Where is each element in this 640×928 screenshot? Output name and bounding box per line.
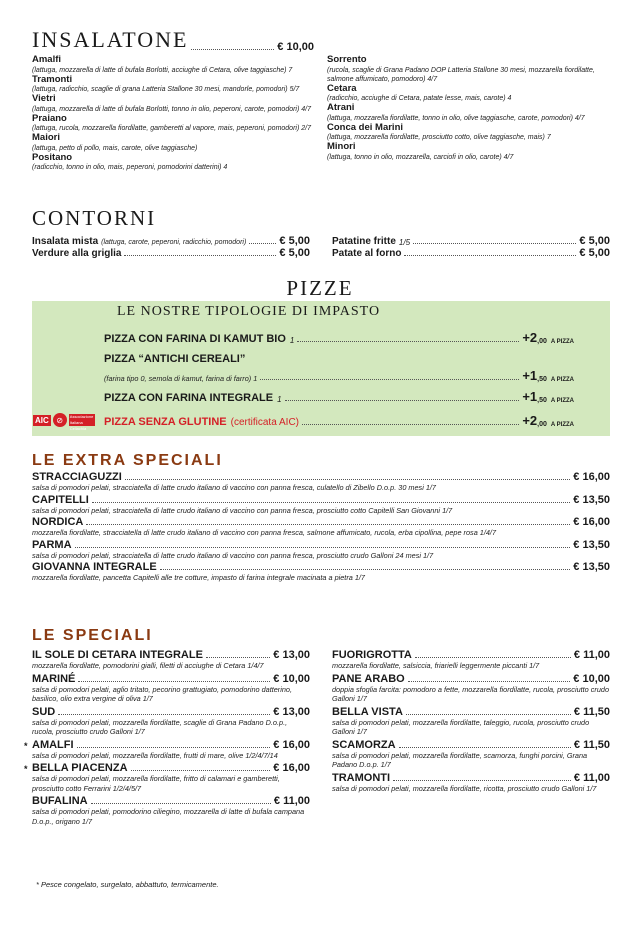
item-description: (radicchio, tonno in olio, mais, peperoni, pomodorini datterini) 4 xyxy=(32,164,228,171)
item-price: € 5,00 xyxy=(579,247,610,259)
contorni-section xyxy=(32,206,612,259)
item-name: Conca dei Marini xyxy=(327,121,404,133)
item-description: doppia sfoglia farcita: pomodoro a fette, mozzarella fiordilatte, rucola, prosciutto crudo Galloni 1/7 xyxy=(332,684,610,703)
menu-item xyxy=(32,471,610,493)
menu-item xyxy=(32,114,317,134)
impasto-name: PIZZA CON FARINA INTEGRALE xyxy=(104,392,274,404)
item-description: (radicchio, acciughe di Cetara, patate lesse, mais, carote) 4 xyxy=(327,95,512,102)
dot-leader xyxy=(124,255,276,256)
menu-item xyxy=(332,649,610,671)
menu-item xyxy=(327,84,612,104)
pizze-title: PIZZE xyxy=(286,276,354,300)
item-name: NORDICA xyxy=(32,516,84,528)
item-description: (lattuga, mozzarella di latte di bufala Borlotti, acciughe di Cetara, olive taggiasche) 7 xyxy=(32,66,293,74)
menu-item xyxy=(332,706,610,737)
item-price: € 11,00 xyxy=(573,771,610,784)
item-name: Sorrento xyxy=(327,54,367,65)
menu-item xyxy=(24,762,310,793)
aic-strip: Associazione Italiana Celiachia xyxy=(69,414,94,431)
item-name: Minori xyxy=(327,141,356,152)
dot-leader xyxy=(413,243,576,244)
item-name: Atrani xyxy=(327,102,355,113)
menu-item xyxy=(332,235,610,247)
item-name: TRAMONTI xyxy=(332,771,391,784)
footnote: * Pesce congelato, surgelato, abbattuto, termicamente. xyxy=(36,880,219,889)
menu-item xyxy=(32,494,610,516)
impasto-unit: A PIZZA xyxy=(550,398,574,404)
insalatone-header xyxy=(32,27,314,53)
item-price: € 11,50 xyxy=(573,705,610,718)
menu-item xyxy=(32,235,310,247)
item-name: Maiori xyxy=(32,132,60,143)
item-description: (lattuga, rucola, mozzarella fiordilatte, gamberetti al vapore, mais, peperoni, pomodori) 2/7 xyxy=(32,125,311,132)
item-price: € 13,50 xyxy=(573,538,610,551)
item-description: mozzarella fiordilatte, salsiccia, friarielli leggermente piccanti 1/7 xyxy=(332,661,540,670)
item-description: salsa di pomodori pelati, mozzarella fiordilatte, ricotta, prosciutto crudo Galloni 1/7 xyxy=(332,783,597,793)
item-description: salsa di pomodori pelati, mozzarella fiordilatte, taleggio, rucola, prosciutto crudo Galloni 1/7 xyxy=(332,717,590,736)
frozen-fish-marker: * xyxy=(24,740,28,751)
item-price: € 16,00 xyxy=(273,738,310,751)
impasto-unit: A PIZZA xyxy=(550,339,574,345)
menu-item xyxy=(327,142,612,162)
menu-item xyxy=(32,795,310,826)
menu-item xyxy=(327,55,612,84)
speciali-title: LE SPECIALI xyxy=(32,627,153,644)
dot-leader xyxy=(399,747,571,748)
dot-leader xyxy=(249,243,276,244)
item-name: Amalfi xyxy=(32,54,62,65)
menu-item xyxy=(32,94,317,114)
dot-leader xyxy=(92,502,570,503)
impasto-row xyxy=(104,330,574,345)
dot-leader xyxy=(260,379,519,380)
item-price: € 11,00 xyxy=(273,795,310,807)
impasto-name: PIZZA SENZA GLUTINE xyxy=(104,416,227,428)
menu-item xyxy=(332,673,610,704)
insalatone-left-column xyxy=(32,55,317,172)
item-description: (rucola, scaglie di Grana Padano DOP Latteria Stallone 30 mesi, mozzarella fiordilatte, salmone affumicato, pomodoro) 4/7 xyxy=(327,66,595,83)
dot-leader xyxy=(191,49,274,50)
item-description: (lattuga, mozzarella di latte di bufala Borlotti, tonno in olio, peperoni, carote, pomodori) 4/7 xyxy=(32,105,311,113)
impasto-name: PIZZA CON FARINA DI KAMUT BIO xyxy=(104,333,286,345)
dot-leader xyxy=(86,524,570,525)
contorni-right-column xyxy=(332,235,610,259)
item-description: mozzarella fiordilatte, pomodorini gialli, filetti di acciughe di Cetara 1/4/7 xyxy=(32,661,264,670)
item-name: PARMA xyxy=(32,538,72,551)
item-price: € 16,00 xyxy=(273,762,310,774)
item-name: Cetara xyxy=(327,82,357,94)
item-description: (lattuga, mozzarella fiordilatte, tonno in olio, olive taggiasche, carote, pomodori) 4/7 xyxy=(327,114,585,122)
item-name: Verdure alla griglia xyxy=(32,248,122,259)
menu-item xyxy=(327,103,612,123)
impasto-plus: +2 xyxy=(522,413,538,428)
item-allergen: 1/5 xyxy=(398,238,411,247)
item-price: € 10,00 xyxy=(573,672,610,685)
menu-item xyxy=(32,561,610,583)
dot-leader xyxy=(408,681,571,682)
menu-item xyxy=(32,673,310,704)
item-name: SUD xyxy=(32,705,56,718)
impasto-row xyxy=(104,413,574,428)
menu-item xyxy=(32,649,310,671)
item-name: MARINÉ xyxy=(32,672,76,685)
item-price: € 10,00 xyxy=(273,672,310,685)
item-description: (lattuga, radicchio, scaglie di grana Latteria Stallone 30 mesi, mandorle, pomodori) 5/7 xyxy=(32,86,300,93)
item-description: salsa di pomodori pelati, stracciatella di latte crudo italiano di vaccino con panna fresca, prosciutto crudo Galloni 24 mesi 1/7 xyxy=(32,550,434,560)
insalatone-right-column xyxy=(327,55,612,172)
impasto-plus: +2 xyxy=(522,330,538,345)
item-name: Patate al forno xyxy=(332,248,402,259)
impasto-unit: A PIZZA xyxy=(550,377,574,383)
menu-item xyxy=(332,772,610,794)
impasto-name: PIZZA “ANTICHI CEREALI” xyxy=(104,353,246,365)
menu-item xyxy=(32,516,610,538)
menu-item xyxy=(327,123,612,143)
item-name: AMALFI xyxy=(32,738,74,751)
dot-leader xyxy=(297,341,519,342)
item-description: (lattuga, mozzarella fiordilatte, prosciutto cotto, olive taggiasche, mais) 7 xyxy=(327,134,551,141)
extra-speciali-section xyxy=(32,452,610,583)
item-name: Praiano xyxy=(32,112,67,124)
dot-leader xyxy=(91,803,271,804)
impasto-cents: ,00 xyxy=(537,421,547,428)
item-name: BUFALINA xyxy=(32,795,88,807)
menu-item xyxy=(332,739,610,770)
insalatone-price: € 10,00 xyxy=(277,41,314,53)
menu-item xyxy=(32,153,317,173)
impasto-row xyxy=(104,353,574,383)
impasto-title: LE NOSTRE TIPOLOGIE DI IMPASTO xyxy=(117,304,381,319)
dot-leader xyxy=(58,714,270,715)
menu-item xyxy=(32,247,310,259)
frozen-fish-marker: * xyxy=(24,764,28,774)
menu-item xyxy=(32,706,310,737)
menu-item xyxy=(32,55,317,75)
impasto-allergen: (certificata AIC) xyxy=(230,417,299,428)
item-description: mozzarella fiordilatte, pancetta Capitelli alle tre cotture, impasto di farina integrale macinata a pietra 1/7 xyxy=(32,573,365,582)
aic-label: AIC xyxy=(35,415,49,425)
menu-item xyxy=(332,247,610,259)
item-price: € 13,00 xyxy=(273,649,310,661)
impasto-cents: ,50 xyxy=(537,397,547,404)
item-name: Insalata mista xyxy=(32,236,99,247)
item-name: SCAMORZA xyxy=(332,738,396,751)
impasto-box xyxy=(32,301,610,436)
impasto-cents: ,00 xyxy=(537,338,547,345)
dot-leader xyxy=(285,400,520,401)
item-description: salsa di pomodori pelati, aglio tritato, pecorino grattugiato, pomodorino datterino, basilico, olio extra vergine di oliva 1/7 xyxy=(32,684,293,703)
item-detail: (lattuga, carote, peperoni, radicchio, pomodori) xyxy=(101,239,247,246)
speciali-right-column xyxy=(332,649,610,828)
item-price: € 11,00 xyxy=(573,649,610,661)
dot-leader xyxy=(393,780,571,781)
impasto-plus: +1 xyxy=(522,389,538,404)
gluten-free-icon: ⊘ xyxy=(53,413,67,427)
speciali-left-column xyxy=(24,649,310,828)
item-name: BELLA VISTA xyxy=(332,705,403,718)
item-name: Patatine fritte xyxy=(332,236,396,247)
item-description: salsa di pomodori pelati, mozzarella fiordilatte, fritto di calamari e gamberetti, prosciutto cotto Ferrarini 1/2/4/5/7 xyxy=(32,774,280,793)
insalatone-title: INSALATONE xyxy=(32,27,189,52)
item-price: € 16,00 xyxy=(573,471,610,483)
dot-leader xyxy=(415,657,571,658)
item-name: CAPITELLI xyxy=(32,493,89,506)
aic-logo xyxy=(33,413,95,431)
item-description: (lattuga, petto di pollo, mais, carote, olive taggiasche) xyxy=(32,144,198,152)
item-price: € 13,50 xyxy=(573,561,610,573)
dot-leader xyxy=(160,569,571,570)
item-name: Positano xyxy=(32,151,73,163)
impasto-row xyxy=(104,389,574,404)
item-description: mozzarella fiordilatte, stracciatella di latte crudo italiano di vaccino con panna fresca, salmone affumicato, rucola, erba cipollina, pepe rosa 1/4/7 xyxy=(32,528,497,537)
item-price: € 11,50 xyxy=(573,738,610,751)
insalatone-section xyxy=(32,27,612,172)
item-name: BELLA PIACENZA xyxy=(32,762,128,774)
menu-item xyxy=(32,539,610,561)
item-name: PANE ARABO xyxy=(332,672,405,685)
item-price: € 5,00 xyxy=(279,247,310,259)
impasto-sub: (farina tipo 0, semola di kamut, farina di farro) 1 xyxy=(104,373,258,383)
dot-leader xyxy=(125,479,570,480)
item-name: GIOVANNA INTEGRALE xyxy=(32,561,157,573)
dot-leader xyxy=(131,770,271,771)
extra-title: LE EXTRA SPECIALI xyxy=(32,452,223,469)
impasto-allergen: 1 xyxy=(277,395,282,404)
item-description: salsa di pomodori pelati, stracciatella di latte crudo italiano di vaccino con panna fresca, prosciutto cotto Capitelli San Giovanni 1/7 xyxy=(32,505,453,515)
item-name: Tramonti xyxy=(32,73,73,85)
menu-item xyxy=(32,75,317,95)
item-description: salsa di pomodori pelati, mozzarella fiordilatte, scaglie di Grana Padano D.o.p., rucola, prosciutto crudo Galloni 1/7 xyxy=(32,717,288,736)
dot-leader xyxy=(75,547,571,548)
item-price: € 13,50 xyxy=(573,493,610,506)
item-name: STRACCIAGUZZI xyxy=(32,471,122,483)
contorni-title: CONTORNI xyxy=(32,206,157,230)
dot-leader xyxy=(404,255,576,256)
menu-item xyxy=(32,133,317,153)
item-price: € 5,00 xyxy=(279,235,310,247)
item-price: € 16,00 xyxy=(573,516,610,528)
item-description: salsa di pomodori pelati, mozzarella fiordilatte, frutti di mare, olive 1/2/4/7/14 xyxy=(32,750,278,760)
item-name: FUORIGROTTA xyxy=(332,649,412,661)
item-description: salsa di pomodori pelati, pomodorino ciliegino, mozzarella di latte di bufala campana D.o.p., origano 1/7 xyxy=(32,807,305,826)
item-description: salsa di pomodori pelati, mozzarella fiordilatte, scamorza, funghi porcini, Grana Padano D.o.p. 1/7 xyxy=(332,750,588,769)
speciali-section xyxy=(24,627,610,828)
contorni-left-column xyxy=(32,235,310,259)
impasto-cents: ,50 xyxy=(537,376,547,383)
dot-leader xyxy=(206,657,270,658)
dot-leader xyxy=(78,681,270,682)
item-price: € 13,00 xyxy=(273,705,310,718)
dot-leader xyxy=(77,747,271,748)
item-name: IL SOLE DI CETARA INTEGRALE xyxy=(32,649,203,661)
impasto-plus: +1 xyxy=(522,368,538,383)
impasto-unit: A PIZZA xyxy=(550,422,574,428)
item-price: € 5,00 xyxy=(579,235,610,247)
item-description: salsa di pomodori pelati, stracciatella di latte crudo italiano di vaccino con panna fresca, culatello di Zibello D.o.p. 30 mesi 1/7 xyxy=(32,483,436,492)
impasto-allergen: 1 xyxy=(289,336,295,345)
dot-leader xyxy=(302,424,519,425)
item-description: (lattuga, tonno in olio, mozzarella, carciofi in olio, carote) 4/7 xyxy=(327,153,514,161)
dot-leader xyxy=(406,714,571,715)
menu-item xyxy=(24,738,310,761)
item-name: Vietri xyxy=(32,93,56,104)
